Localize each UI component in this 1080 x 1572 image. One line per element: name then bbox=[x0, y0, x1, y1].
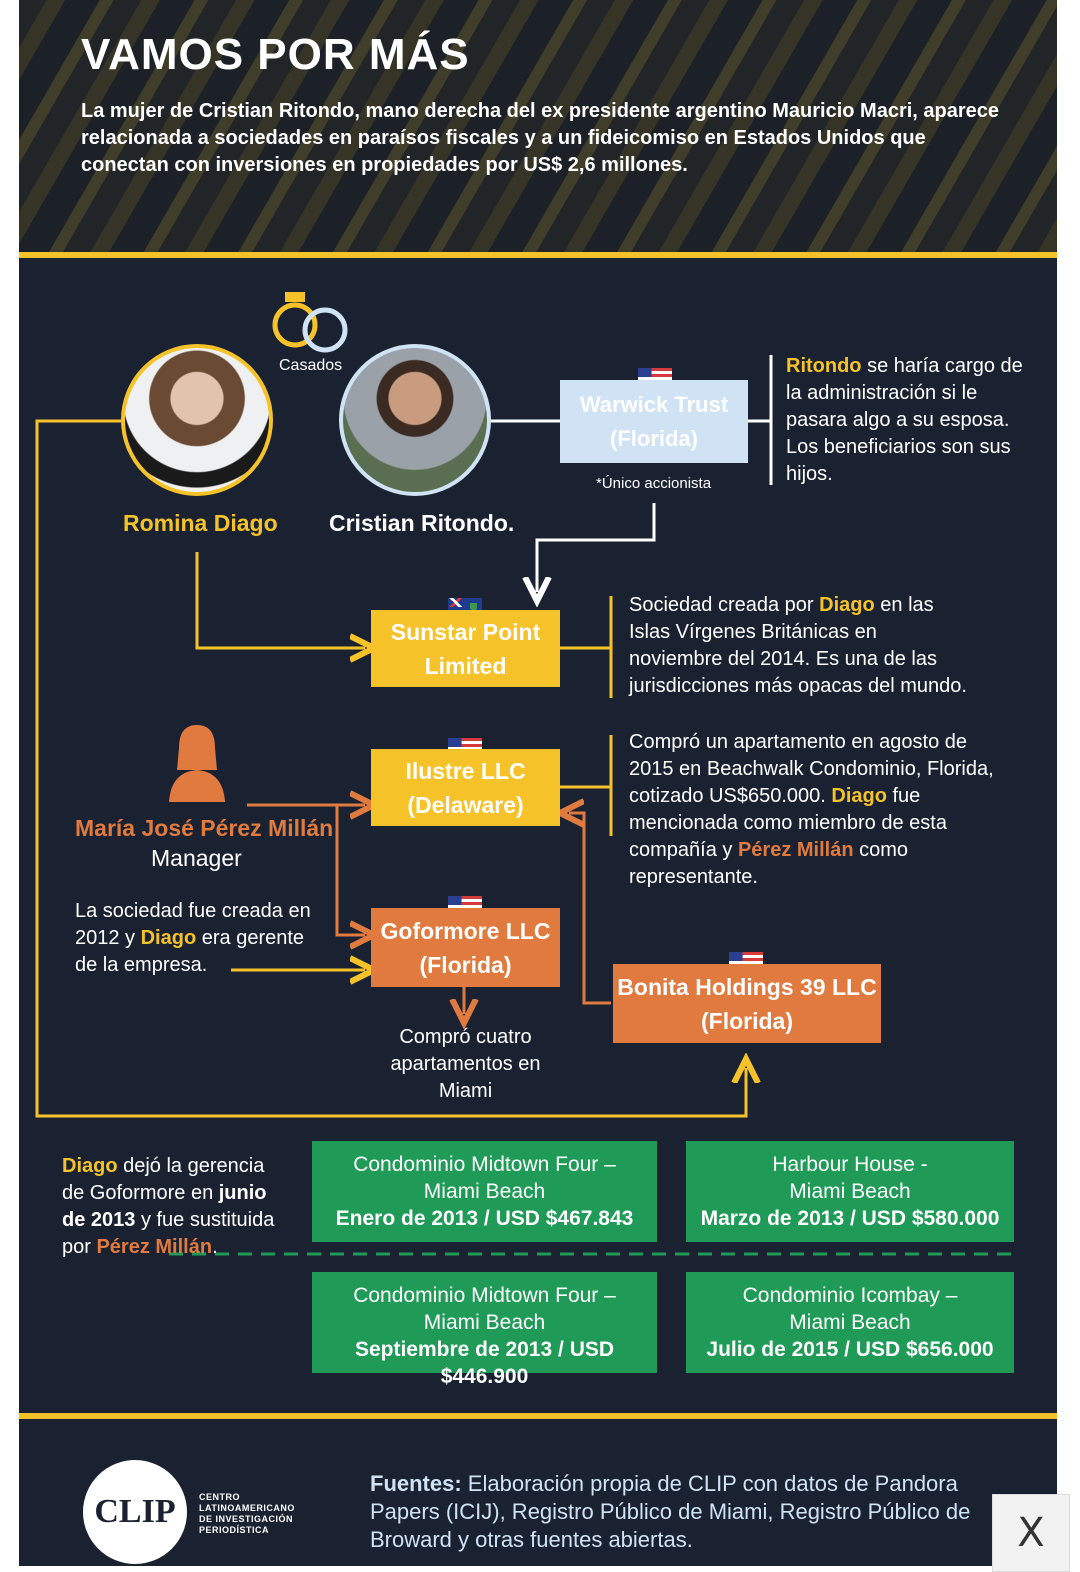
sources-body: Elaboración propia de CLIP con datos de Pandora Papers (ICIJ), Registro Público de Miami, Registro Público de Broward y otras fuentes abiertas. bbox=[370, 1471, 971, 1552]
intro-text: La mujer de Cristian Ritondo, mano derecha del ex presidente argentino Mauricio Macri, aparece relacionada a sociedades en paraísos fiscales y a un fideicomiso en Estados Unidos que conectan con inversiones en propiedades por US$ 2,6 millones. bbox=[81, 100, 1000, 176]
org-name bbox=[199, 1492, 295, 1536]
note-text: era gerente de la empresa. bbox=[75, 927, 305, 976]
manager-name: María José Pérez Millán bbox=[75, 815, 334, 841]
arrow-manager-goformore bbox=[337, 805, 365, 935]
wedding-rings-icon bbox=[275, 292, 345, 350]
warwick-line-1: Warwick Trust bbox=[579, 391, 729, 417]
property-city: Miami Beach bbox=[789, 1311, 911, 1334]
note-hl: Diago bbox=[62, 1155, 118, 1177]
note-text: en las Islas Vírgenes Británicas en noviembre del 2014. Es una de las jurisdicciones más opacas del mundo. bbox=[629, 594, 967, 697]
romina-diago-photo bbox=[121, 344, 273, 496]
org-line: DE INVESTIGACIÓN bbox=[199, 1514, 294, 1524]
property-detail: Julio de 2015 / USD $656.000 bbox=[706, 1338, 994, 1361]
goformore-line-2: (Florida) bbox=[419, 951, 512, 978]
note-text: se haría cargo de la administración si le pasara algo a su esposa. Los beneficiarios son sus hijos. bbox=[786, 355, 1023, 485]
property-city: Miami Beach bbox=[423, 1180, 546, 1203]
married-label: Casados bbox=[279, 357, 343, 374]
arrow-warwick-sunstar bbox=[537, 503, 654, 592]
infographic-poster bbox=[19, 0, 1057, 1566]
manager-role: Manager bbox=[151, 845, 242, 871]
goformore-line-1: Goformore LLC bbox=[380, 917, 551, 944]
sunstar-line-1: Sunstar Point bbox=[390, 618, 541, 645]
sources-text bbox=[370, 1470, 1020, 1554]
goformore-note bbox=[75, 898, 315, 979]
bonita-line-1: Bonita Holdings 39 LLC bbox=[617, 973, 877, 1000]
property-city: Miami Beach bbox=[423, 1311, 546, 1334]
warwick-line-2: (Florida) bbox=[610, 425, 698, 451]
note-hl: Ritondo bbox=[786, 355, 862, 377]
property-detail: Enero de 2013 / USD $467.843 bbox=[335, 1207, 634, 1230]
note-text: La sociedad fue creada en 2012 y bbox=[75, 900, 311, 949]
cristian-ritondo-name: Cristian Ritondo. bbox=[329, 510, 515, 536]
sunstar-note bbox=[629, 592, 969, 700]
property-city: Miami Beach bbox=[789, 1180, 911, 1203]
property-name: Condominio Midtown Four – bbox=[353, 1284, 616, 1307]
property-card bbox=[312, 1272, 657, 1388]
note-text: Compró un apartamento en agosto de 2015 en Beachwalk Condominio, Florida, cotizado US$650.000. bbox=[629, 731, 994, 807]
property-detail: Septiembre de 2013 / USD $446.900 bbox=[354, 1338, 615, 1388]
note-text: . bbox=[212, 1236, 218, 1258]
note-text: como representante. bbox=[629, 839, 909, 888]
ilustre-line-2: (Delaware) bbox=[407, 791, 524, 818]
note-text: Sociedad creada por bbox=[629, 594, 820, 616]
close-button[interactable]: X bbox=[992, 1494, 1070, 1572]
note-hl: Diago bbox=[831, 785, 887, 807]
org-line: CENTRO bbox=[199, 1492, 240, 1502]
ilustre-line-1: Ilustre LLC bbox=[405, 757, 526, 784]
note-text: y fue sustituida por bbox=[62, 1209, 275, 1258]
org-line: LATINOAMERICANO bbox=[199, 1503, 295, 1513]
page-title: VAMOS POR MÁS bbox=[81, 30, 470, 79]
sunstar-point-box bbox=[371, 610, 560, 687]
property-card bbox=[312, 1141, 657, 1242]
sources-label: Fuentes: bbox=[370, 1471, 462, 1496]
property-detail: Marzo de 2013 / USD $580.000 bbox=[700, 1207, 1000, 1230]
property-name: Condominio Icombay – bbox=[742, 1284, 958, 1307]
ilustre-note bbox=[629, 729, 1014, 891]
note-hl: Diago bbox=[140, 927, 197, 949]
warwick-trust-box bbox=[560, 380, 748, 463]
note-hl: Pérez Millán bbox=[96, 1236, 213, 1258]
note-hl: Diago bbox=[819, 594, 875, 616]
note-text: fue mencionada como miembro de esta compañía y bbox=[629, 785, 947, 861]
bonita-holdings-box bbox=[613, 964, 881, 1043]
ilustre-llc-box bbox=[371, 749, 560, 826]
property-card bbox=[686, 1141, 1014, 1242]
note-bold: junio de 2013 bbox=[62, 1182, 267, 1231]
bonita-line-2: (Florida) bbox=[701, 1007, 793, 1034]
property-name: Condominio Midtown Four – bbox=[353, 1153, 616, 1176]
goformore-llc-box bbox=[371, 908, 560, 987]
cristian-ritondo-photo bbox=[339, 344, 491, 496]
property-name: Harbour House - bbox=[772, 1153, 928, 1176]
note-text: dejó la gerencia de Goformore en bbox=[62, 1155, 265, 1204]
arrow-bonita-ilustre bbox=[569, 813, 611, 1003]
warwick-note bbox=[786, 353, 1026, 488]
note-hl: Pérez Millán bbox=[737, 839, 854, 861]
unico-accionista-note: *Único accionista bbox=[596, 475, 712, 492]
org-line: PERIODÍSTICA bbox=[199, 1525, 270, 1535]
sunstar-line-2: Limited bbox=[424, 652, 507, 679]
bottom-divider-bar bbox=[19, 1413, 1057, 1419]
arrow-romina-sunstar bbox=[197, 552, 365, 648]
goformore-purchase-note: Compró cuatro apartamentos en Miami bbox=[390, 1026, 541, 1102]
manager-person-icon bbox=[169, 725, 225, 802]
diago-left-note bbox=[62, 1153, 292, 1261]
clip-logo-text: CLIP bbox=[94, 1493, 176, 1530]
romina-diago-name: Romina Diago bbox=[123, 510, 278, 536]
property-card bbox=[686, 1272, 1014, 1373]
clip-logo bbox=[83, 1460, 187, 1564]
